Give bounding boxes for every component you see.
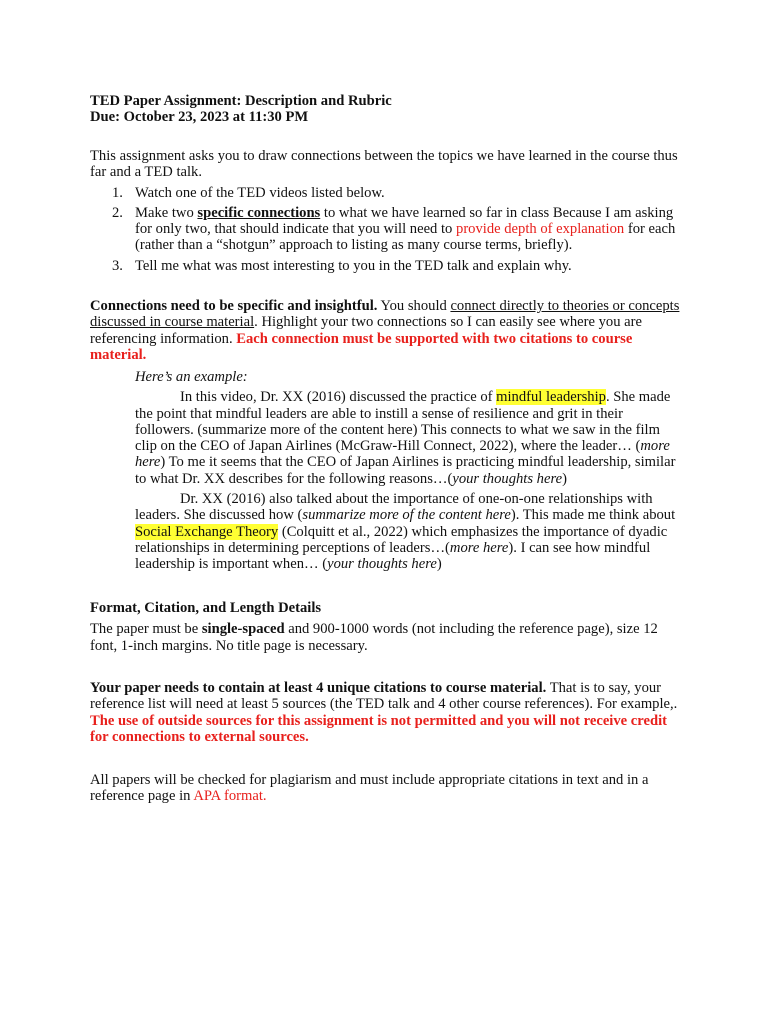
format-heading: Format, Citation, and Length Details (90, 600, 322, 616)
document-header (90, 93, 680, 126)
connections-paragraph: Connections need to be specific and insightful. You should connect directly to theories or concepts discussed in course material. Highlight your two connections so I can easily see where you are referencing information. Each connection must be supported with two citations to course material. (90, 298, 680, 363)
apa-format-link: APA format. (193, 788, 267, 805)
plagiarism-section (90, 772, 680, 805)
document-title: TED Paper Assignment: Description and Rubric (90, 93, 392, 109)
highlight-social-exchange-theory: Social Exchange Theory (135, 523, 279, 540)
example-paragraph-1: In this video, Dr. XX (2016) discussed the practice of mindful leadership. She made the point that mindful leaders are able to instill a sense of resilience and grit in their followers. (summarize more of the content here) This connects to what we saw in the film clip on the CEO of Japan Airlines (McGraw-Hill Connect, 2022), where the leader… (more here) To me it seems that the CEO of Japan Airlines is practicing mindful leadership, similar to what Dr. XX describes for the following reasons…(your thoughts here) (135, 389, 676, 487)
connections-section (90, 298, 680, 363)
example-label: Here’s an example: (135, 369, 248, 385)
list-item: 2. Make two specific connections to what we have learned so far in class Because I am asking for only two, that should indicate that you will need to provide depth of explanation for each (rather than a “shotgun” approach to listing as many course terms, briefly). (112, 204, 676, 254)
intro-paragraph: This assignment asks you to draw connections between the topics we have learned in the course thus far and a TED talk. (90, 148, 678, 181)
steps-list (90, 185, 680, 274)
format-section (90, 600, 680, 654)
intro-section (90, 148, 680, 278)
plagiarism-paragraph: All papers will be checked for plagiarism and must include appropriate citations in text and in a reference page in APA format. (90, 772, 649, 805)
citations-section (90, 680, 680, 745)
format-paragraph: The paper must be single-spaced and 900-1000 words (not including the reference page), size 12 font, 1-inch margins. No title page is necessary. (90, 621, 658, 654)
list-item: 1. Watch one of the TED videos listed below. (112, 184, 385, 201)
example-paragraph-2: Dr. XX (2016) also talked about the importance of one-on-one relationships with leaders. She discussed how (summarize more of the content here). This made me think about Social Exchange Theory (Colquitt et al., 2022) which emphasizes the importance of dyadic relationships in determining perceptions of leaders…(more here). I can see how mindful leadership is important when… (your thoughts here) (135, 491, 676, 573)
highlight-mindful-leadership: mindful leadership (496, 389, 606, 406)
citations-paragraph: Your paper needs to contain at least 4 unique citations to course material. That is to say, your reference list will need at least 5 sources (the TED talk and 4 other course references). For example,. The use of outside sources for this assignment is not permitted and you will not receive credit for connections to external sources. (90, 680, 678, 745)
example-section (90, 369, 680, 573)
due-date: Due: October 23, 2023 at 11:30 PM (90, 109, 309, 126)
list-item: 3. Tell me what was most interesting to you in the TED talk and explain why. (112, 257, 572, 274)
